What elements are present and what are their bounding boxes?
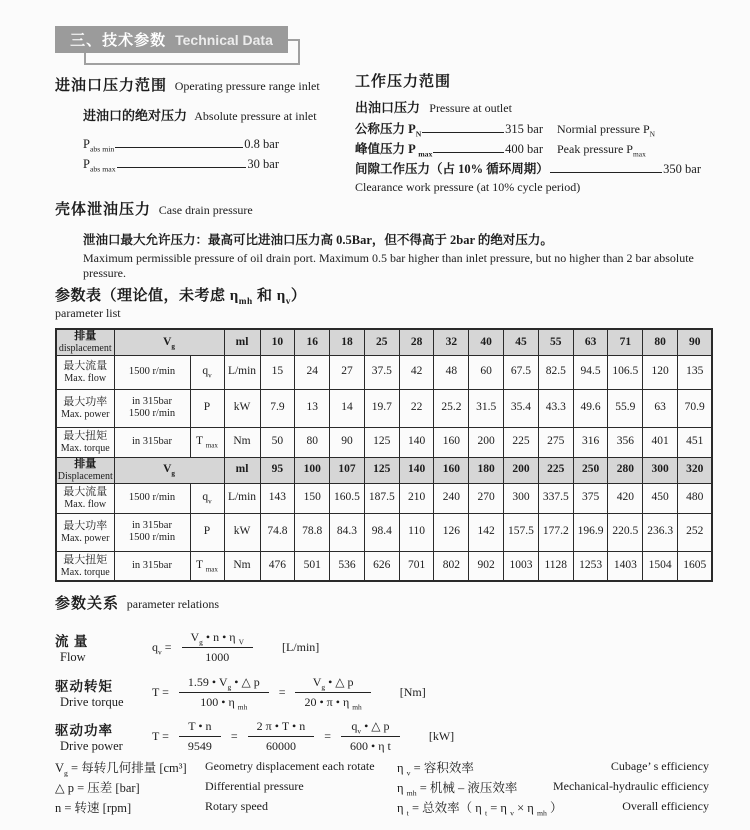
pressure-value: 400 bar xyxy=(505,142,543,156)
value-cell: 50 xyxy=(260,427,295,457)
size-header-cell: 25 xyxy=(364,329,399,355)
value-cell: 902 xyxy=(469,551,504,581)
value-cell: 225 xyxy=(504,427,539,457)
value-cell: 106.5 xyxy=(608,355,643,389)
size-header-cell: 140 xyxy=(399,457,434,483)
value-cell: 337.5 xyxy=(538,483,573,513)
value-cell: 420 xyxy=(608,483,643,513)
row-name-zh: 最大扭矩 xyxy=(63,429,108,442)
formula-term: = xyxy=(230,729,238,743)
value-cell: 7.9 xyxy=(260,389,295,427)
table-subtitle: parameter list xyxy=(55,306,121,320)
formula-term: = xyxy=(324,729,332,743)
size-header-cell: 95 xyxy=(260,457,295,483)
quantity-symbol: P xyxy=(203,525,211,538)
fraction xyxy=(179,719,221,754)
value-cell: 140 xyxy=(399,427,434,457)
size-header-cell: 16 xyxy=(295,329,330,355)
formula-row xyxy=(55,719,715,754)
row-name-zh: 最大流量 xyxy=(63,359,108,372)
value-cell: 200 xyxy=(469,427,504,457)
legend-item xyxy=(55,758,397,778)
symbol-legend xyxy=(55,758,709,818)
header-label-en: displacement xyxy=(58,342,112,354)
value-cell: 60 xyxy=(469,355,504,389)
formula-term: T = xyxy=(152,685,169,699)
page-title-en: Technical Data xyxy=(175,31,273,48)
row-name-zh: 最大扭矩 xyxy=(63,553,108,566)
inlet-pressure-section xyxy=(55,74,350,172)
symbol-cell xyxy=(190,427,224,457)
relations-title-zh: 参数关系 xyxy=(55,596,120,612)
formula-label-zh: 驱动转矩 xyxy=(55,679,113,694)
value-cell: 196.9 xyxy=(573,513,608,551)
legend-symbol-definition: △ p = 压差 [bar] xyxy=(55,781,140,795)
value-cell: 80 xyxy=(295,427,330,457)
size-header-cell: 18 xyxy=(330,329,365,355)
value-cell: 450 xyxy=(643,483,678,513)
row-name-zh: 最大功率 xyxy=(63,519,108,532)
value-cell: 270 xyxy=(469,483,504,513)
pressure-row xyxy=(83,152,279,172)
value-cell: 90 xyxy=(330,427,365,457)
value-cell: 1128 xyxy=(538,551,573,581)
size-header-cell: 225 xyxy=(538,457,573,483)
clearance-note: Clearance work pressure (at 10% cycle period) xyxy=(355,180,581,194)
value-cell: 451 xyxy=(678,427,713,457)
pressure-row xyxy=(355,137,707,157)
drain-title-zh: 壳体泄油压力 xyxy=(55,202,152,218)
value-cell: 135 xyxy=(678,355,713,389)
value-cell: 63 xyxy=(643,389,678,427)
value-cell: 126 xyxy=(434,513,469,551)
value-cell: 356 xyxy=(608,427,643,457)
table-title xyxy=(55,284,713,305)
fraction-numerator: $V_g$ • △ p xyxy=(312,675,354,692)
value-cell: 98.4 xyxy=(364,513,399,551)
unit-cell: kW xyxy=(224,513,260,551)
pressure-label: 峰值压力 P $_{max}$ xyxy=(355,142,433,159)
symbol-cell xyxy=(190,551,224,581)
value-cell: 701 xyxy=(399,551,434,581)
formula-expression xyxy=(147,675,426,710)
value-cell: 94.5 xyxy=(573,355,608,389)
size-header-cell: 100 xyxy=(295,457,330,483)
condition-line: 1500 r/min xyxy=(128,408,176,420)
value-cell: 14 xyxy=(330,389,365,427)
row-name-cell xyxy=(56,389,114,427)
formula-term: T = xyxy=(152,729,169,743)
working-pressure-section xyxy=(355,70,707,195)
value-cell: 1003 xyxy=(504,551,539,581)
condition-line: 1500 r/min xyxy=(128,366,176,378)
legend-item xyxy=(55,778,397,798)
legend-text-en: Differential pressure xyxy=(205,779,304,793)
value-cell: 150 xyxy=(295,483,330,513)
fraction-denominator: 60000 xyxy=(248,736,315,754)
formula-label xyxy=(55,719,147,754)
row-name-en: Max. torque xyxy=(60,442,110,454)
inlet-subtitle-en: Absolute pressure at inlet xyxy=(194,109,317,123)
size-header-cell: 32 xyxy=(434,329,469,355)
header-cell-unit: ml xyxy=(224,329,260,355)
leader-line xyxy=(433,152,504,153)
value-cell: 35.4 xyxy=(504,389,539,427)
formula-unit: [Nm] xyxy=(399,685,426,699)
condition-line: in 315bar xyxy=(132,395,172,407)
formula-list xyxy=(55,630,715,754)
formula-expression xyxy=(147,630,319,665)
size-header-cell: 320 xyxy=(678,457,713,483)
legend-symbol-definition: η $_t$ = 总效率（ η $_t$ = η $_v$ × η $_{mh}$ ） xyxy=(397,801,563,818)
condition-cell xyxy=(114,389,190,427)
value-cell: 157.5 xyxy=(504,513,539,551)
formula-unit: [L/min] xyxy=(281,640,320,654)
fraction-numerator: 1.59 • $V_g$ • △ p xyxy=(187,675,260,692)
value-cell: 82.5 xyxy=(538,355,573,389)
size-header-cell: 200 xyxy=(504,457,539,483)
leader-line xyxy=(115,147,243,148)
pressure-row xyxy=(355,117,707,137)
fraction xyxy=(341,719,400,754)
legend-text-en: Cubage’ s efficiency xyxy=(610,759,709,773)
value-cell: 70.9 xyxy=(678,389,713,427)
value-cell: 501 xyxy=(295,551,330,581)
working-pressure-rows xyxy=(355,117,707,177)
parameter-table-section xyxy=(55,284,713,582)
formula-label xyxy=(55,675,147,710)
fraction xyxy=(248,719,315,754)
value-cell: 1504 xyxy=(643,551,678,581)
working-title-zh: 工作压力范围 xyxy=(355,74,452,90)
condition-line: 1500 r/min xyxy=(128,532,176,544)
size-header-cell: 125 xyxy=(364,457,399,483)
size-header-cell: 40 xyxy=(469,329,504,355)
quantity-symbol: P xyxy=(203,401,211,414)
relations-title-en: parameter relations xyxy=(126,597,220,611)
formula-label-zh: 驱动功率 xyxy=(55,723,113,738)
quantity-symbol: $q_v$ xyxy=(202,491,212,506)
leader-line xyxy=(422,132,504,133)
legend-item xyxy=(397,798,709,818)
value-cell: 24 xyxy=(295,355,330,389)
inlet-title-zh: 进油口压力范围 xyxy=(55,78,168,94)
formula-term: $q_v$ = xyxy=(152,640,172,657)
row-name-en: Max. flow xyxy=(64,498,107,510)
value-cell: 160.5 xyxy=(330,483,365,513)
formula-unit: [kW] xyxy=(428,729,455,743)
pressure-row xyxy=(83,132,279,152)
pressure-label: 间隙工作压力（占 10% 循环周期） xyxy=(355,162,549,176)
drain-text-en: Maximum permissible pressure of oil drain port. Maximum 0.5 bar higher than inlet pressure, but no higher than 2 bar absolute pressure. xyxy=(83,251,694,280)
symbol-cell xyxy=(190,483,224,513)
pressure-value: 315 bar xyxy=(505,122,543,136)
value-cell: 476 xyxy=(260,551,295,581)
value-cell: 160 xyxy=(434,427,469,457)
quantity-symbol: T $_{max}$ xyxy=(196,435,218,450)
header-cell-vg xyxy=(114,457,224,483)
symbol-cell xyxy=(190,389,224,427)
condition-line: 1500 r/min xyxy=(128,492,176,504)
unit-cell: kW xyxy=(224,389,260,427)
size-header-cell: 55 xyxy=(538,329,573,355)
fraction-denominator: 600 • η t xyxy=(341,736,400,754)
value-cell: 275 xyxy=(538,427,573,457)
row-name-cell xyxy=(56,551,114,581)
row-name-zh: 最大流量 xyxy=(63,485,108,498)
formula-label xyxy=(55,630,147,665)
condition-cell xyxy=(114,427,190,457)
relations-title xyxy=(55,592,715,613)
value-cell: 15 xyxy=(260,355,295,389)
table-data-row xyxy=(56,355,712,389)
legend-item xyxy=(397,758,709,778)
value-cell: 252 xyxy=(678,513,713,551)
working-subtitle-en: Pressure at outlet xyxy=(429,101,512,115)
vg-symbol: $V_g$ xyxy=(163,463,175,478)
header-cell-vg xyxy=(114,329,224,355)
page-title-banner xyxy=(55,26,288,53)
value-cell: 220.5 xyxy=(608,513,643,551)
value-cell: 110 xyxy=(399,513,434,551)
size-header-cell: 280 xyxy=(608,457,643,483)
symbol-cell xyxy=(190,355,224,389)
pressure-value: 30 bar xyxy=(247,157,279,171)
unit-cell: Nm xyxy=(224,427,260,457)
value-cell: 37.5 xyxy=(364,355,399,389)
value-cell: 74.8 xyxy=(260,513,295,551)
legend-text-en: Mechanical-hydraulic efficiency xyxy=(552,779,709,793)
value-cell: 1403 xyxy=(608,551,643,581)
value-cell: 27 xyxy=(330,355,365,389)
drain-text-zh: 泄油口最大允许压力：最高可比进油口压力高 0.5Bar，但不得高于 2bar 的绝对压力。 xyxy=(83,233,553,247)
value-cell: 1605 xyxy=(678,551,713,581)
size-header-cell: 300 xyxy=(643,457,678,483)
size-header-cell: 45 xyxy=(504,329,539,355)
value-cell: 84.3 xyxy=(330,513,365,551)
quantity-symbol: T $_{max}$ xyxy=(196,559,218,574)
fraction-numerator: $q_v$ • △ p xyxy=(351,719,390,736)
legend-right-column xyxy=(397,758,709,818)
fraction xyxy=(295,675,370,710)
leader-line xyxy=(117,167,247,168)
header-label-zh: 排量 xyxy=(74,457,97,470)
table-data-row xyxy=(56,513,712,551)
value-cell: 43.3 xyxy=(538,389,573,427)
value-cell: 13 xyxy=(295,389,330,427)
size-header-cell: 28 xyxy=(399,329,434,355)
unit-cell: Nm xyxy=(224,551,260,581)
value-cell: 236.3 xyxy=(643,513,678,551)
vg-symbol: $V_g$ xyxy=(163,335,175,350)
row-name-en: Max. flow xyxy=(64,372,107,384)
legend-symbol-definition: η $_{mh}$ = 机械 – 液压效率 xyxy=(397,781,518,798)
row-name-zh: 最大功率 xyxy=(63,395,108,408)
table-data-row xyxy=(56,483,712,513)
size-header-cell: 90 xyxy=(678,329,713,355)
table-data-row xyxy=(56,389,712,427)
formula-expression xyxy=(147,719,454,754)
fraction-denominator: 20 • π • η $_{mh}$ xyxy=(295,692,370,710)
working-section-title xyxy=(355,70,707,91)
value-cell: 210 xyxy=(399,483,434,513)
size-header-cell: 63 xyxy=(573,329,608,355)
legend-left-column xyxy=(55,758,397,818)
condition-cell xyxy=(114,551,190,581)
size-header-cell: 160 xyxy=(434,457,469,483)
table-data-row xyxy=(56,551,712,581)
unit-cell: L/min xyxy=(224,483,260,513)
row-name-cell xyxy=(56,427,114,457)
unit-cell: L/min xyxy=(224,355,260,389)
value-cell: 143 xyxy=(260,483,295,513)
fraction xyxy=(182,630,253,665)
value-cell: 177.2 xyxy=(538,513,573,551)
value-cell: 25.2 xyxy=(434,389,469,427)
pressure-row xyxy=(355,157,707,177)
condition-line: in 315bar xyxy=(132,559,172,571)
table-header-row xyxy=(56,329,712,355)
value-cell: 401 xyxy=(643,427,678,457)
fraction-numerator: 2 π • T • n xyxy=(256,719,306,733)
fraction-denominator: 100 • η $_{mh}$ xyxy=(179,692,269,710)
fraction xyxy=(179,675,269,710)
legend-text-en: Rotary speed xyxy=(205,799,268,813)
drain-title-en: Case drain pressure xyxy=(158,203,253,217)
condition-line: in 315bar xyxy=(132,436,172,448)
value-cell: 67.5 xyxy=(504,355,539,389)
value-cell: 480 xyxy=(678,483,713,513)
parameter-relations-section xyxy=(55,592,715,754)
inlet-title-en: Operating pressure range inlet xyxy=(174,79,320,93)
size-header-cell: 180 xyxy=(469,457,504,483)
value-cell: 536 xyxy=(330,551,365,581)
value-cell: 49.6 xyxy=(573,389,608,427)
row-name-en: Max. power xyxy=(61,408,110,420)
condition-line: in 315bar xyxy=(132,519,172,531)
size-header-cell: 107 xyxy=(330,457,365,483)
size-header-cell: 250 xyxy=(573,457,608,483)
legend-text-en: Overall efficiency xyxy=(622,799,709,813)
inlet-subtitle xyxy=(83,105,350,124)
pressure-label: $P_{abs max}$ xyxy=(83,157,116,174)
value-cell: 55.9 xyxy=(608,389,643,427)
value-cell: 375 xyxy=(573,483,608,513)
leader-line xyxy=(550,172,662,173)
formula-label-en: Flow xyxy=(60,650,86,664)
condition-cell xyxy=(114,513,190,551)
inlet-pressure-rows xyxy=(83,132,279,172)
value-cell: 22 xyxy=(399,389,434,427)
pressure-label-en: Normial pressure $P_N$ xyxy=(557,122,656,139)
size-header-cell: 80 xyxy=(643,329,678,355)
table-data-row xyxy=(56,427,712,457)
value-cell: 19.7 xyxy=(364,389,399,427)
fraction-numerator: $V_g$ • n • η $_V$ xyxy=(190,630,244,647)
inlet-subtitle-zh: 进油口的绝对压力 xyxy=(83,108,188,123)
legend-symbol-definition: n = 转速 [rpm] xyxy=(55,801,132,815)
quantity-symbol: $q_v$ xyxy=(202,365,212,380)
legend-symbol-definition: η $_v$ = 容积效率 xyxy=(397,761,474,778)
value-cell: 48 xyxy=(434,355,469,389)
pressure-value: 350 bar xyxy=(663,162,701,176)
header-cell-displacement xyxy=(56,457,114,483)
value-cell: 1253 xyxy=(573,551,608,581)
condition-cell xyxy=(114,483,190,513)
value-cell: 300 xyxy=(504,483,539,513)
legend-text-en: Geometry displacement each rotate xyxy=(205,759,375,773)
legend-symbol-definition: $V_g$ = 每转几何排量 [cm³] xyxy=(55,761,187,778)
pressure-label: 公称压力 $P_N$ xyxy=(355,122,422,139)
fraction-denominator: 1000 xyxy=(182,647,253,665)
value-cell: 31.5 xyxy=(469,389,504,427)
parameter-table xyxy=(55,328,713,582)
inlet-section-title xyxy=(55,74,350,95)
pressure-label: $P_{abs min}$ xyxy=(83,137,115,154)
value-cell: 316 xyxy=(573,427,608,457)
row-name-en: Max. power xyxy=(61,532,110,544)
pressure-label-en: Peak pressure $P_{max}$ xyxy=(557,142,646,159)
row-name-cell xyxy=(56,483,114,513)
fraction-denominator: 9549 xyxy=(179,736,221,754)
formula-label-zh: 流 量 xyxy=(55,634,89,649)
value-cell: 802 xyxy=(434,551,469,581)
pressure-value: 0.8 bar xyxy=(244,137,279,151)
fraction-numerator: T • n xyxy=(188,719,212,733)
header-cell-displacement xyxy=(56,329,114,355)
formula-term: = xyxy=(278,685,286,699)
row-name-cell xyxy=(56,513,114,551)
formula-label-en: Drive torque xyxy=(60,695,124,709)
value-cell: 626 xyxy=(364,551,399,581)
value-cell: 240 xyxy=(434,483,469,513)
working-subtitle-zh: 出油口压力 xyxy=(355,100,421,115)
formula-label-en: Drive power xyxy=(60,739,123,753)
value-cell: 120 xyxy=(643,355,678,389)
value-cell: 78.8 xyxy=(295,513,330,551)
page-title-zh: 三、技术参数 xyxy=(70,33,167,49)
case-drain-section xyxy=(55,198,715,281)
table-header-row xyxy=(56,457,712,483)
symbol-cell xyxy=(190,513,224,551)
value-cell: 42 xyxy=(399,355,434,389)
formula-row xyxy=(55,675,715,710)
legend-item xyxy=(55,798,397,818)
header-cell-unit: ml xyxy=(224,457,260,483)
value-cell: 125 xyxy=(364,427,399,457)
size-header-cell: 10 xyxy=(260,329,295,355)
formula-row xyxy=(55,630,715,665)
row-name-en: Max. torque xyxy=(60,566,110,578)
drain-section-title xyxy=(55,198,715,219)
table-title-text: 参数表（理论值，未考虑 $\eta_{mh}$ 和 $\eta_v$） xyxy=(55,288,307,307)
header-label-en: Displacement xyxy=(57,470,113,482)
value-cell: 187.5 xyxy=(364,483,399,513)
legend-item xyxy=(397,778,709,798)
row-name-cell xyxy=(56,355,114,389)
header-label-zh: 排量 xyxy=(74,330,97,342)
size-header-cell: 71 xyxy=(608,329,643,355)
value-cell: 142 xyxy=(469,513,504,551)
condition-cell xyxy=(114,355,190,389)
working-subtitle xyxy=(355,97,707,117)
